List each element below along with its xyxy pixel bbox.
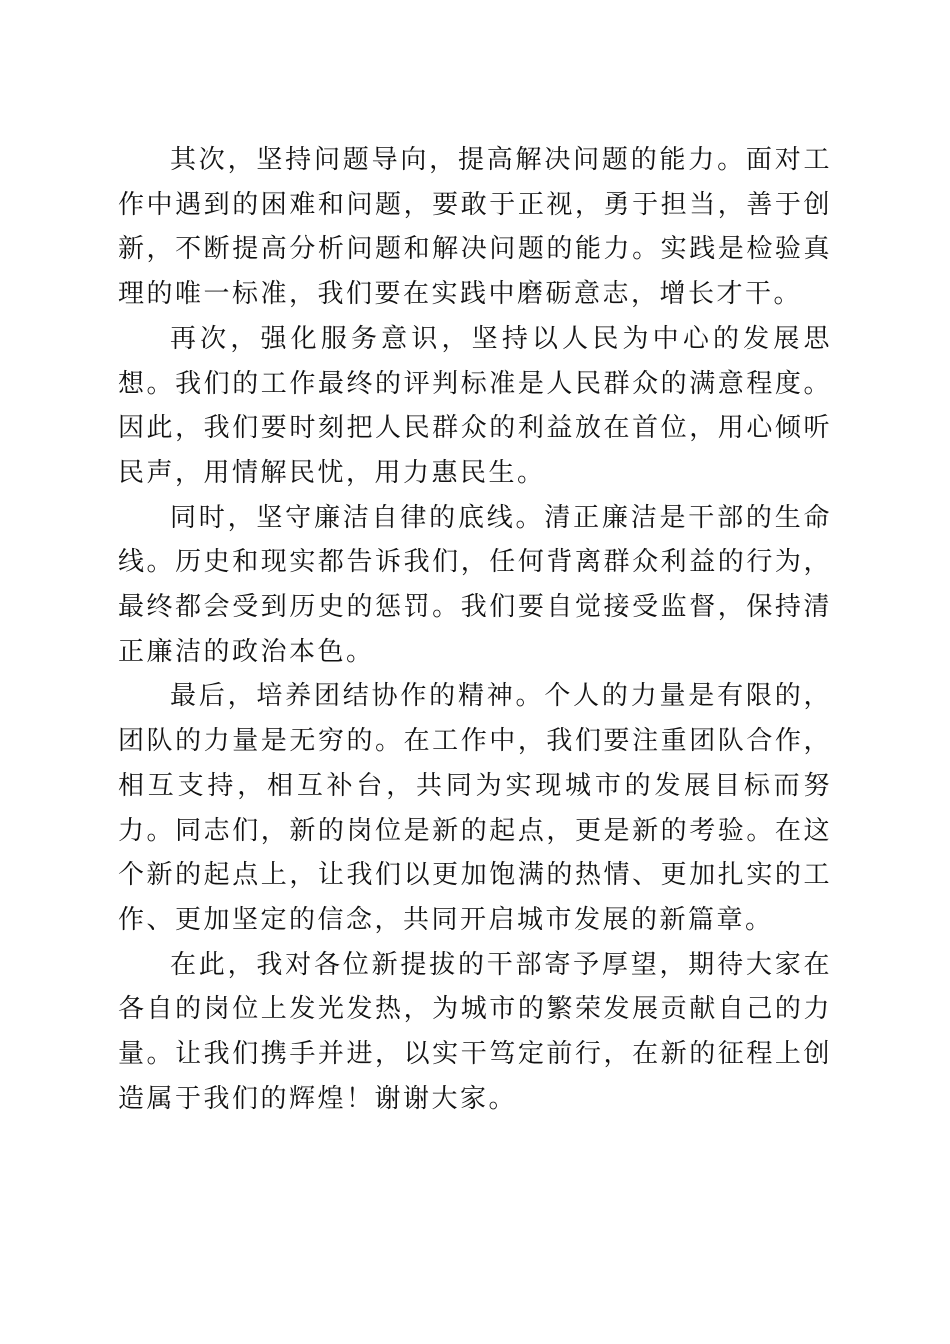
paragraph-4: 最后，培养团结协作的精神。个人的力量是有限的，团队的力量是无穷的。在工作中，我们要注重团队合作，相互支持，相互补台，共同为实现城市的发展目标而努力。同志们，新的岗位是新的起点，更是新的考验。在这个新的起点上，让我们以更加饱满的热情、更加扎实的工作、更加坚定的信念，共同开启城市发展的新篇章。: [118, 681, 832, 935]
document-body: [118, 138, 832, 1121]
paragraph-2: 再次，强化服务意识，坚持以人民为中心的发展思想。我们的工作最终的评判标准是人民群众的满意程度。因此，我们要时刻把人民群众的利益放在首位，用心倾听民声，用情解民忧，用力惠民生。: [118, 323, 832, 488]
paragraph-5: 在此，我对各位新提拔的干部寄予厚望，期待大家在各自的岗位上发光发热，为城市的繁荣发展贡献自己的力量。让我们携手并进，以实干笃定前行，在新的征程上创造属于我们的辉煌！谢谢大家。: [118, 949, 832, 1114]
paragraph-3: 同时，坚守廉洁自律的底线。清正廉洁是干部的生命线。历史和现实都告诉我们，任何背离群众利益的行为，最终都会受到历史的惩罚。我们要自觉接受监督，保持清正廉洁的政治本色。: [118, 502, 832, 667]
paragraph-1: 其次，坚持问题导向，提高解决问题的能力。面对工作中遇到的困难和问题，要敢于正视，勇于担当，善于创新，不断提高分析问题和解决问题的能力。实践是检验真理的唯一标准，我们要在实践中磨砺意志，增长才干。: [118, 145, 832, 310]
